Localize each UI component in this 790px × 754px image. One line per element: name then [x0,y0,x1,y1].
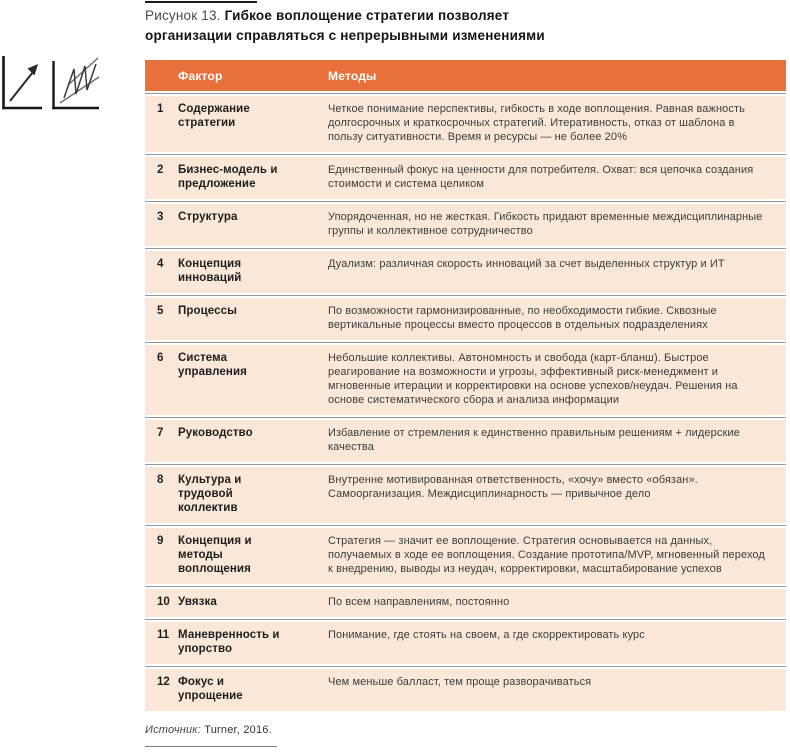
row-methods: Понимание, где стоять на своем, а где скорректировать курс [328,629,645,641]
table-row [145,157,786,199]
row-factor: Концепция инноваций [178,258,242,284]
row-number: 4 [157,258,164,270]
row-number: 5 [157,305,164,317]
trend-channel-chart-icon [51,56,103,111]
top-divider [145,1,257,3]
table-row [145,420,786,462]
row-methods: По возможности гармонизированные, по необходимости гибкие. Сквозные вертикальные процессы вместо процессов в отдельных подразделениях [328,305,717,331]
row-separator [145,340,786,345]
margin-icons [1,56,103,111]
row-factor: Бизнес-модель и предложение [178,164,278,190]
row-methods: Избавление от стремления к единственно правильным решениям + лидерские качества [328,427,740,453]
table-row [145,298,786,340]
row-separator [145,293,786,298]
row-separator [145,664,786,669]
row-number: 7 [157,427,164,439]
growth-arrow-chart-icon [1,56,45,111]
table-row [145,345,786,415]
row-factor: Культура и трудовой коллектив [178,474,242,514]
row-methods: Четкое понимание перспективы, гибкость в ходе воплощения. Равная важность долгосрочных и краткосрочных стратегий. Итеративность, отказ от шаблона в пользу ситуативности. Время и ресурсы — не более 20% [328,103,745,143]
row-separator [145,415,786,420]
row-factor: Руководство [178,427,253,439]
source-text: Turner, 2016. [204,724,272,736]
row-number: 2 [157,164,164,176]
row-number: 6 [157,352,164,364]
table-row [145,467,786,523]
row-separator [145,584,786,589]
row-factor: Процессы [178,305,238,317]
row-separator [145,523,786,528]
row-number: 1 [157,103,164,115]
table-row [145,251,786,293]
table-row [145,528,786,584]
figure-title-text: Гибкое воплощение стратегии позволяет организации справляться с непрерывными изменениями [145,8,545,43]
row-methods: Внутренне мотивированная ответственность, «хочу» вместо «обязан». Самоорганизация. Междисциплинарность — привычное дело [328,474,698,500]
row-number: 10 [157,596,170,608]
row-methods: Дуализм: различная скорость инноваций за счет выделенных структур и ИТ [328,258,725,270]
row-number: 3 [157,211,164,223]
row-factor: Фокус и упрощение [178,676,243,702]
figure-label: Рисунок 13. [145,8,225,23]
row-number: 11 [157,629,170,641]
row-factor: Структура [178,211,238,223]
row-methods: Стратегия — значит ее воплощение. Стратегия основывается на данных, получаемых в ходе ее воплощения. Создание прототипа/MVP, мгновенный переход к внедрению, выводы из неудач, корректировки, масштабирование успехов [328,535,765,575]
bottom-divider [145,746,277,747]
header-factor: Фактор [178,68,223,83]
factors-table [145,60,786,711]
figure-title [145,6,577,46]
table-row [145,669,786,711]
row-factor: Система управления [178,352,247,378]
row-factor: Содержание стратегии [178,103,250,129]
row-methods: Небольшие коллективы. Автономность и свобода (карт-бланш). Быстрое реагирование на возможности и угрозы, эффективный риск-менеджмент и мгновенные итерации и корректировки на основе успехов/неудач. Решения на основе систематического сбора и анализа информации [328,352,738,406]
source-line [145,724,272,736]
table-row [145,622,786,664]
row-separator [145,199,786,204]
source-label: Источник: [145,724,201,736]
row-number: 9 [157,535,164,547]
table-row [145,589,786,617]
row-separator [145,246,786,251]
row-methods: Единственный фокус на ценности для потребителя. Охват: вся цепочка создания стоимости и система целиком [328,164,754,190]
row-separator [145,617,786,622]
row-separator [145,91,786,96]
table-rows [145,91,786,711]
table-row [145,204,786,246]
row-factor: Увязка [178,596,217,608]
header-methods: Методы [328,68,377,83]
row-factor: Концепция и методы воплощения [178,535,252,575]
row-methods: Упорядоченная, но не жесткая. Гибкость придают временные междисциплинарные группы и коллективное сотрудничество [328,211,763,237]
row-methods: Чем меньше балласт, тем проще разворачиваться [328,676,592,688]
table-row [145,96,786,152]
row-separator [145,152,786,157]
row-factor: Маневренность и упорство [178,629,280,655]
table-header [145,60,786,91]
row-number: 8 [157,474,164,486]
row-separator [145,462,786,467]
row-methods: По всем направлениям, постоянно [328,596,510,608]
row-number: 12 [157,676,170,688]
